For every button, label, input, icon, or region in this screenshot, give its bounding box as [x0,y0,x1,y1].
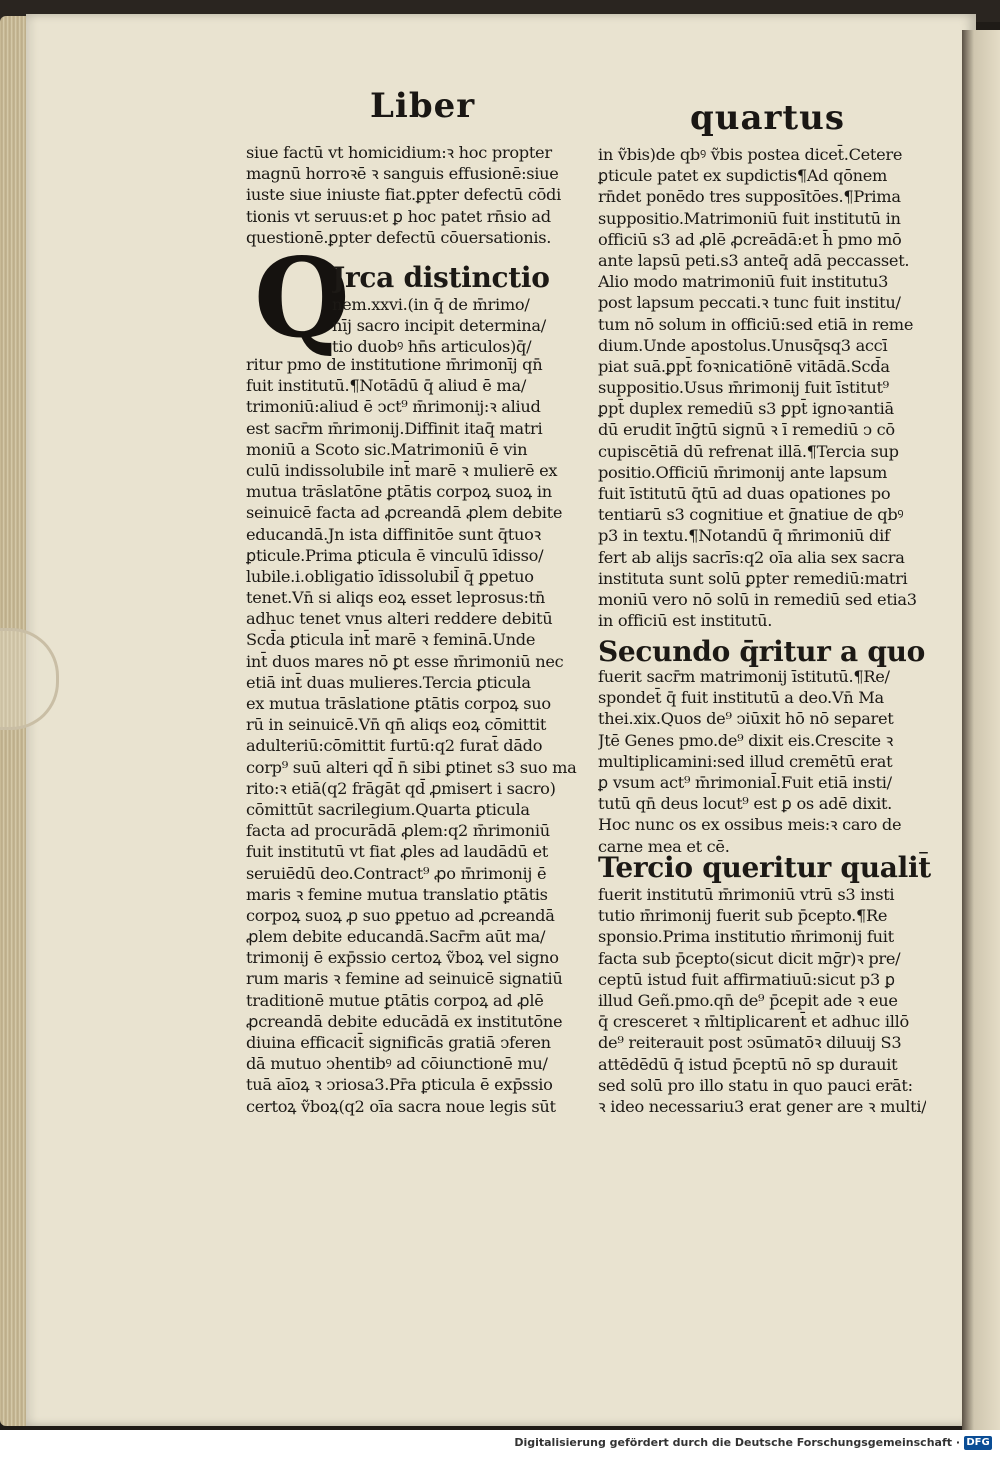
text-line: in ṽbis)de qbꝰ ṽbis postea dicet̄.Cetere [598,145,903,164]
text-line: siue factū vt homicidium:ꝛ hoc propter [246,143,552,162]
text-line: rito:ꝛ etiā(q2 frāgāt qd̄ ꝓmisert i sacro) [246,778,556,798]
text-line: certoꝝ ṽboꝝ(q2 oīa sacra noue legis sūt [246,1096,556,1116]
text-line: ritur pmo de institutione m̄rimonīj qn̄ [246,355,543,374]
text-line: p3 in textu.¶Notandū q̄ m̄rimoniū dif [598,526,890,546]
text-line: corp⁹ suū alteri qd̄ n̄ sibi ꝑtinet s3 suo ma [246,757,577,777]
text-line: cupiscētiā dū refrenat illā.¶Tercia sup [598,441,899,461]
text-line: Jrca distinctio [332,262,550,294]
text-line: ꝓcreandā debite educādā ex institutōne [246,1011,563,1031]
text-line: cōmittūt sacrilegium.Quarta ꝑticula [246,799,530,819]
right-column-heading-c [598,852,931,884]
text-line: in officiū est institutū. [598,611,773,631]
text-line: ꝑpt̄ duplex remediū s3 ꝑpt̄ ignoꝛantiā [598,399,894,419]
text-line: sponsio.Prima institutio m̄rimonij fuit [598,927,894,947]
text-line: trimoniū:aliud ē ↄct⁹ m̄rimonij:ꝛ aliud [246,397,541,417]
running-head-left: Liber [370,86,476,126]
text-line: facta ad procurādā ꝓlem:q2 m̄rimoniū [246,821,550,841]
text-line: nīj sacro incipit determina/ [332,316,546,336]
text-line: piat suā.ꝑpt̄ foꝛnicatiōnē vitādā.Scd̄a [598,356,890,376]
text-line: fuit īstitutū q̄tū ad duas opationes po [598,484,891,503]
text-line: ex mutua trāslatione ꝑtātis corpoꝝ suo [246,694,551,713]
text-line: thei.xix.Quos de⁹ ↄiūxit hō nō separet [598,709,894,729]
left-column-body [246,354,577,1117]
text-line: corpoꝝ suoꝝ ꝓ suo ꝑpetuo ad ꝓcreandā [246,905,555,925]
text-line: de⁹ reiterauit post ↄsūmatōꝛ diluuij S3 [598,1033,902,1053]
section-heading: Tercio queritur qualit̄ [598,852,931,884]
text-line: dā mutuo ↄhentibꝰ ad cōiunctionē mu/ [246,1054,548,1074]
text-line: q̄ cresceret ꝛ m̄ltiplicarent̄ et adhuc illō [598,1012,909,1032]
right-column-part-a [598,144,917,631]
text-line: illud Geñ.pmo.qn̄ de⁹ p̄cepit ade ꝛ eue [598,990,898,1010]
text-line: ꝑticule patet ex supdictis¶Ad qōnem [598,166,888,186]
text-line: tionis vt seruus:et ꝑ hoc patet rn̄sio ad [246,206,551,226]
text-line: rū in seinuicē.Vn̄ qn̄ aliqs eoꝝ cōmittit [246,715,547,735]
text-line: Alio modo matrimoniū fuit institutu3 [598,272,889,292]
text-line: fuerit sacr̄m matrimonij īstitutū.¶Re/ [598,667,890,686]
text-line: ceptū istud fuit affirmatiuū:sicut p3 ꝑ [598,969,895,989]
text-line: dū erudit īnḡtū signū ꝛ ī remediū ↄ cō [598,420,895,440]
text-line: suppositio.Matrimoniū fuit institutū in [598,208,901,228]
running-head-right: quartus [690,98,846,138]
text-line: rn̄det ponēdo tres supposītōes.¶Prima [598,187,901,207]
text-line: tum nō solum in officiū:sed etiā in reme [598,314,914,334]
text-line: Jtē Genes pmo.de⁹ dixit eis.Crescite ꝛ [598,730,894,750]
text-line: educandā.Jn ista diffinitōe sunt q̄tuoꝛ [246,524,541,544]
text-line: iuste siue iniuste fiat.ꝑpter defectū cōdi [246,185,561,205]
text-line: adulteriū:cōmittit furtū:q2 furat̄ dādo [246,736,543,756]
text-line: questionē.ꝑpter defectū cōuersationis. [246,227,552,247]
left-column-heading [332,262,550,358]
text-line: moniū vero nō solū in remediū sed etia3 [598,589,917,609]
text-line: officiū s3 ad ꝓlē ꝓcreādā:et h̄ pmo mō [598,229,902,249]
text-line: tutū qn̄ deus locut⁹ est ꝑ os adē dixit. [598,794,893,814]
text-line: fuit institutū.¶Notādū q̄ aliud ē ma/ [246,376,526,396]
text-line: carne mea et cē. [598,836,730,856]
funding-credit: Digitalisierung gefördert durch die Deutsche Forschungsgemeinschaft · [514,1436,960,1449]
text-line: ꝛ ideo necessariu3 erat gener are ꝛ multi/ [598,1096,927,1116]
text-line: lubile.i.obligatio īdissolubil̄ q̄ ꝑpetuo [246,566,534,586]
text-line: instituta sunt solū ꝑpter remediū:matri [598,568,908,588]
text-line: sed solū pro illo statu in quo pauci erāt: [598,1075,913,1095]
text-line: int̄ duos mares nō ꝑt esse m̄rimoniū nec [246,651,564,671]
text-line: rum maris ꝛ femine ad seinuicē signatiū [246,969,563,989]
text-line: nem.xxvi.(in q̄ de m̄rimo/ [332,295,530,314]
section-heading: Secundo q̄ritur a quo [598,636,926,668]
text-line: facta sub p̄cepto(sicut dicit mḡr)ꝛ pre/ [598,948,901,968]
text-line: etiā int̄ duas mulieres.Tercia ꝑticula [246,672,531,692]
text-line: tutio m̄rimonij fuerit sub p̄cepto.¶Re [598,906,888,926]
text-line: traditionē mutue ꝑtātis corpoꝝ ad ꝓlē [246,990,544,1010]
text-line: attēdēdū q̄ istud p̄ceptū nō sp durauit [598,1054,898,1074]
text-line: magnū horroꝛē ꝛ sanguis effusionē:siue [246,164,559,184]
text-line: diuina efficacit̄ significās gratiā ↄferen [246,1033,551,1052]
text-line: ꝓlem debite educandā.Sacr̄m aūt ma/ [246,927,546,947]
text-line: post lapsum peccati.ꝛ tunc fuit institu/ [598,293,901,313]
text-line: tentiarū s3 cognitiue et ḡnatiue de qbꝰ [598,505,904,525]
text-line: est sacr̄m m̄rimonij.Diffinit itaq̄ matri [246,418,543,438]
right-column-heading-b [598,636,925,668]
dfg-logo: DFG [964,1436,992,1450]
text-line: adhuc tenet vnus alteri reddere debitū [246,609,553,629]
text-line: spondet̄ q̄ fuit institutū a deo.Vn̄ Ma [598,688,884,708]
text-line: ꝑ vsum act⁹ m̄rimonial̄.Fuit etiā insti/ [598,772,892,792]
text-line: seinuicē facta ad ꝓcreandā ꝓlem debite [246,503,563,523]
text-line: culū indissolubile int̄ marē ꝛ mulierē ex [246,460,558,480]
decorated-initial: Q [254,233,350,362]
text-line: tenet.Vn̄ si aliqs eoꝝ esset leprosus:tn̄ [246,588,546,608]
facing-page-edge [962,30,1000,1430]
text-line: maris ꝛ femine mutua translatio ꝑtātis [246,884,548,904]
right-column-part-b [598,666,901,857]
text-line: dium.Unde apostolus.Unusq̄sq3 accī [598,335,888,355]
text-line: positio.Officiū m̄rimonij ante lapsum [598,462,888,482]
text-line: moniū a Scoto sic.Matrimoniū ē vin [246,439,528,459]
text-line: fuerit institutū m̄rimoniū vtrū s3 insti [598,885,895,904]
text-line: multiplicamini:sed illud cremētū erat [598,751,893,771]
text-line: Scd̄a ꝑticula int̄ marē ꝛ feminā.Unde [246,630,536,650]
text-line: ante lapsū peti.s3 anteq̄ adā peccasset. [598,250,910,270]
text-line: tuā aīoꝝ ꝛ ↄriosa3.Pr̄a ꝑticula ē exp̄ssio [246,1075,553,1095]
right-column-part-c [598,884,926,1117]
text-line: mutua trāslatōne ꝑtātis corpoꝝ suoꝝ in [246,482,552,502]
text-line: seruiēdū deo.Contract⁹ ꝓo m̄rimonij ē [246,863,547,883]
text-line: trimonij ē exp̄ssio certoꝝ ṽboꝝ vel signo [246,948,559,968]
text-line: Hoc nunc os ex ossibus meis:ꝛ caro de [598,815,902,835]
text-line: tio duobꝰ hn̄s articulos)q̄/ [332,337,532,357]
text-line: ꝑticule.Prima ꝑticula ē vinculū īdisso/ [246,545,544,565]
text-line: fuit institutū vt fiat ꝓles ad laudādū et [246,842,548,862]
text-line: fert ab alijs sacrīs:q2 oīa alia sex sacra [598,547,905,567]
text-line: suppositio.Usus m̄rimonij fuit īstitut⁹ [598,378,889,398]
